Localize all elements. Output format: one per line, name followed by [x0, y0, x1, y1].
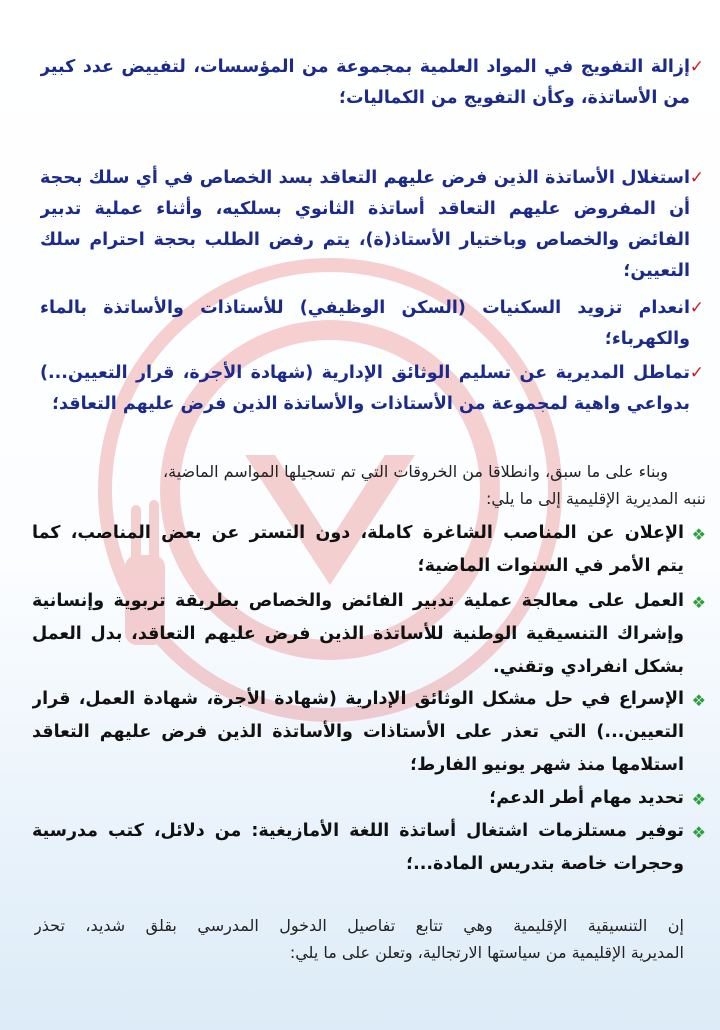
- green-diamond-bullet-icon: ❖: [691, 593, 706, 612]
- blue-item-2-line-1: استغلال الأساتذة الذين فرض عليهم التعاقد بسد الخصاص في أي سلك بحجة: [40, 168, 690, 188]
- closing-line-1: إن التنسيقية الإقليمية وهي تتابع تفاصيل الدخول المدرسي بقلق شديد، تحذر: [34, 916, 684, 935]
- check-mark-icon: ✓: [689, 298, 704, 318]
- demand-item-5-line-2: وحجرات خاصة بتدريس المادة...؛: [406, 854, 684, 874]
- blue-item-1-line-1: إزالة التفويج في المواد العلمية بمجموعة من المؤسسات، لتفييض عدد كبير: [40, 57, 690, 77]
- intro-paragraph: [12, 458, 706, 512]
- green-diamond-bullet-icon: ❖: [691, 823, 706, 842]
- demand-item-3: [32, 683, 706, 782]
- blue-item-4-line-2: بدواعي واهية لمجموعة من الأستاذات والأساتذة الذين فرض عليهم التعاقد؛: [52, 394, 690, 414]
- check-mark-icon: ✓: [689, 57, 704, 77]
- closing-paragraph: [34, 912, 684, 966]
- blue-item-4: [40, 358, 704, 420]
- green-diamond-bullet-icon: ❖: [691, 525, 706, 544]
- demand-item-2-line-3: بشكل انفرادي وتقني.: [493, 657, 684, 677]
- demand-item-3-line-2: التعيين...) التي تعذر على الأستاذات والأساتذة الذين فرض عليهم التعاقد: [32, 722, 684, 742]
- check-mark-icon: ✓: [689, 168, 704, 188]
- blue-item-3-line-2: والكهرباء؛: [604, 329, 690, 349]
- demand-item-5: [32, 815, 706, 881]
- demand-item-1: [32, 517, 706, 583]
- blue-item-1: [40, 52, 704, 114]
- demand-item-1-line-1: الإعلان عن المناصب الشاغرة كاملة، دون التستر عن بعض المناصب، كما: [32, 523, 684, 543]
- closing-line-2: المديرية الإقليمية من سياستها الارتجالية، وتعلن على ما يلي:: [289, 943, 684, 962]
- demand-item-4-line-1: تحديد مهام أطر الدعم؛: [489, 788, 684, 808]
- green-diamond-bullet-icon: ❖: [691, 790, 706, 809]
- intro-line-2: ننبه المديرية الإقليمية إلى ما يلي:: [486, 489, 706, 508]
- demand-item-2-line-1: العمل على معالجة عملية تدبير الفائض والخصاص بطريقة تربوية وإنسانية: [32, 591, 684, 611]
- blue-item-2: [40, 163, 704, 287]
- blue-item-2-line-3: الفائض والخصاص وباختيار الأستاذ(ة)، يتم رفض الطلب بحجة احترام سلك: [40, 230, 690, 250]
- demand-item-4: [32, 782, 706, 815]
- demand-item-2: [32, 585, 706, 684]
- demand-item-3-line-3: استلامها منذ شهر يونيو الفارط؛: [410, 755, 684, 775]
- blue-item-4-line-1: تماطل المديرية عن تسليم الوثائق الإدارية (شهادة الأجرة، قرار التعيين...): [40, 363, 690, 383]
- intro-line-1: وبناء على ما سبق، وانطلاقا من الخروقات التي تم تسجيلها المواسم الماضية،: [162, 462, 668, 481]
- blue-item-1-line-2: من الأساتذة، وكأن التفويج من الكماليات؛: [338, 88, 690, 108]
- demand-item-3-line-1: الإسراع في حل مشكل الوثائق الإدارية (شهادة الأجرة، شهادة العمل، قرار: [32, 689, 684, 709]
- demand-item-5-line-1: توفير مستلزمات اشتغال أساتذة اللغة الأمازيغية: من دلائل، كتب مدرسية: [32, 821, 684, 841]
- check-mark-icon: ✓: [689, 363, 704, 383]
- blue-item-3-line-1: انعدام تزويد السكنيات (السكن الوظيفي) للأستاذات والأساتذة بالماء: [40, 298, 690, 318]
- green-diamond-bullet-icon: ❖: [691, 691, 706, 710]
- blue-item-2-line-2: أن المفروض عليهم التعاقد أساتذة الثانوي بسلكيه، وأثناء عملية تدبير: [40, 199, 690, 219]
- blue-item-2-line-4: التعيين؛: [623, 261, 690, 281]
- blue-item-3: [40, 293, 704, 355]
- demand-item-2-line-2: وإشراك التنسيقية الوطنية للأساتذة الذين فرض عليهم التعاقد، بدل العمل: [32, 624, 684, 644]
- demand-item-1-line-2: يتم الأمر في السنوات الماضية؛: [417, 556, 684, 576]
